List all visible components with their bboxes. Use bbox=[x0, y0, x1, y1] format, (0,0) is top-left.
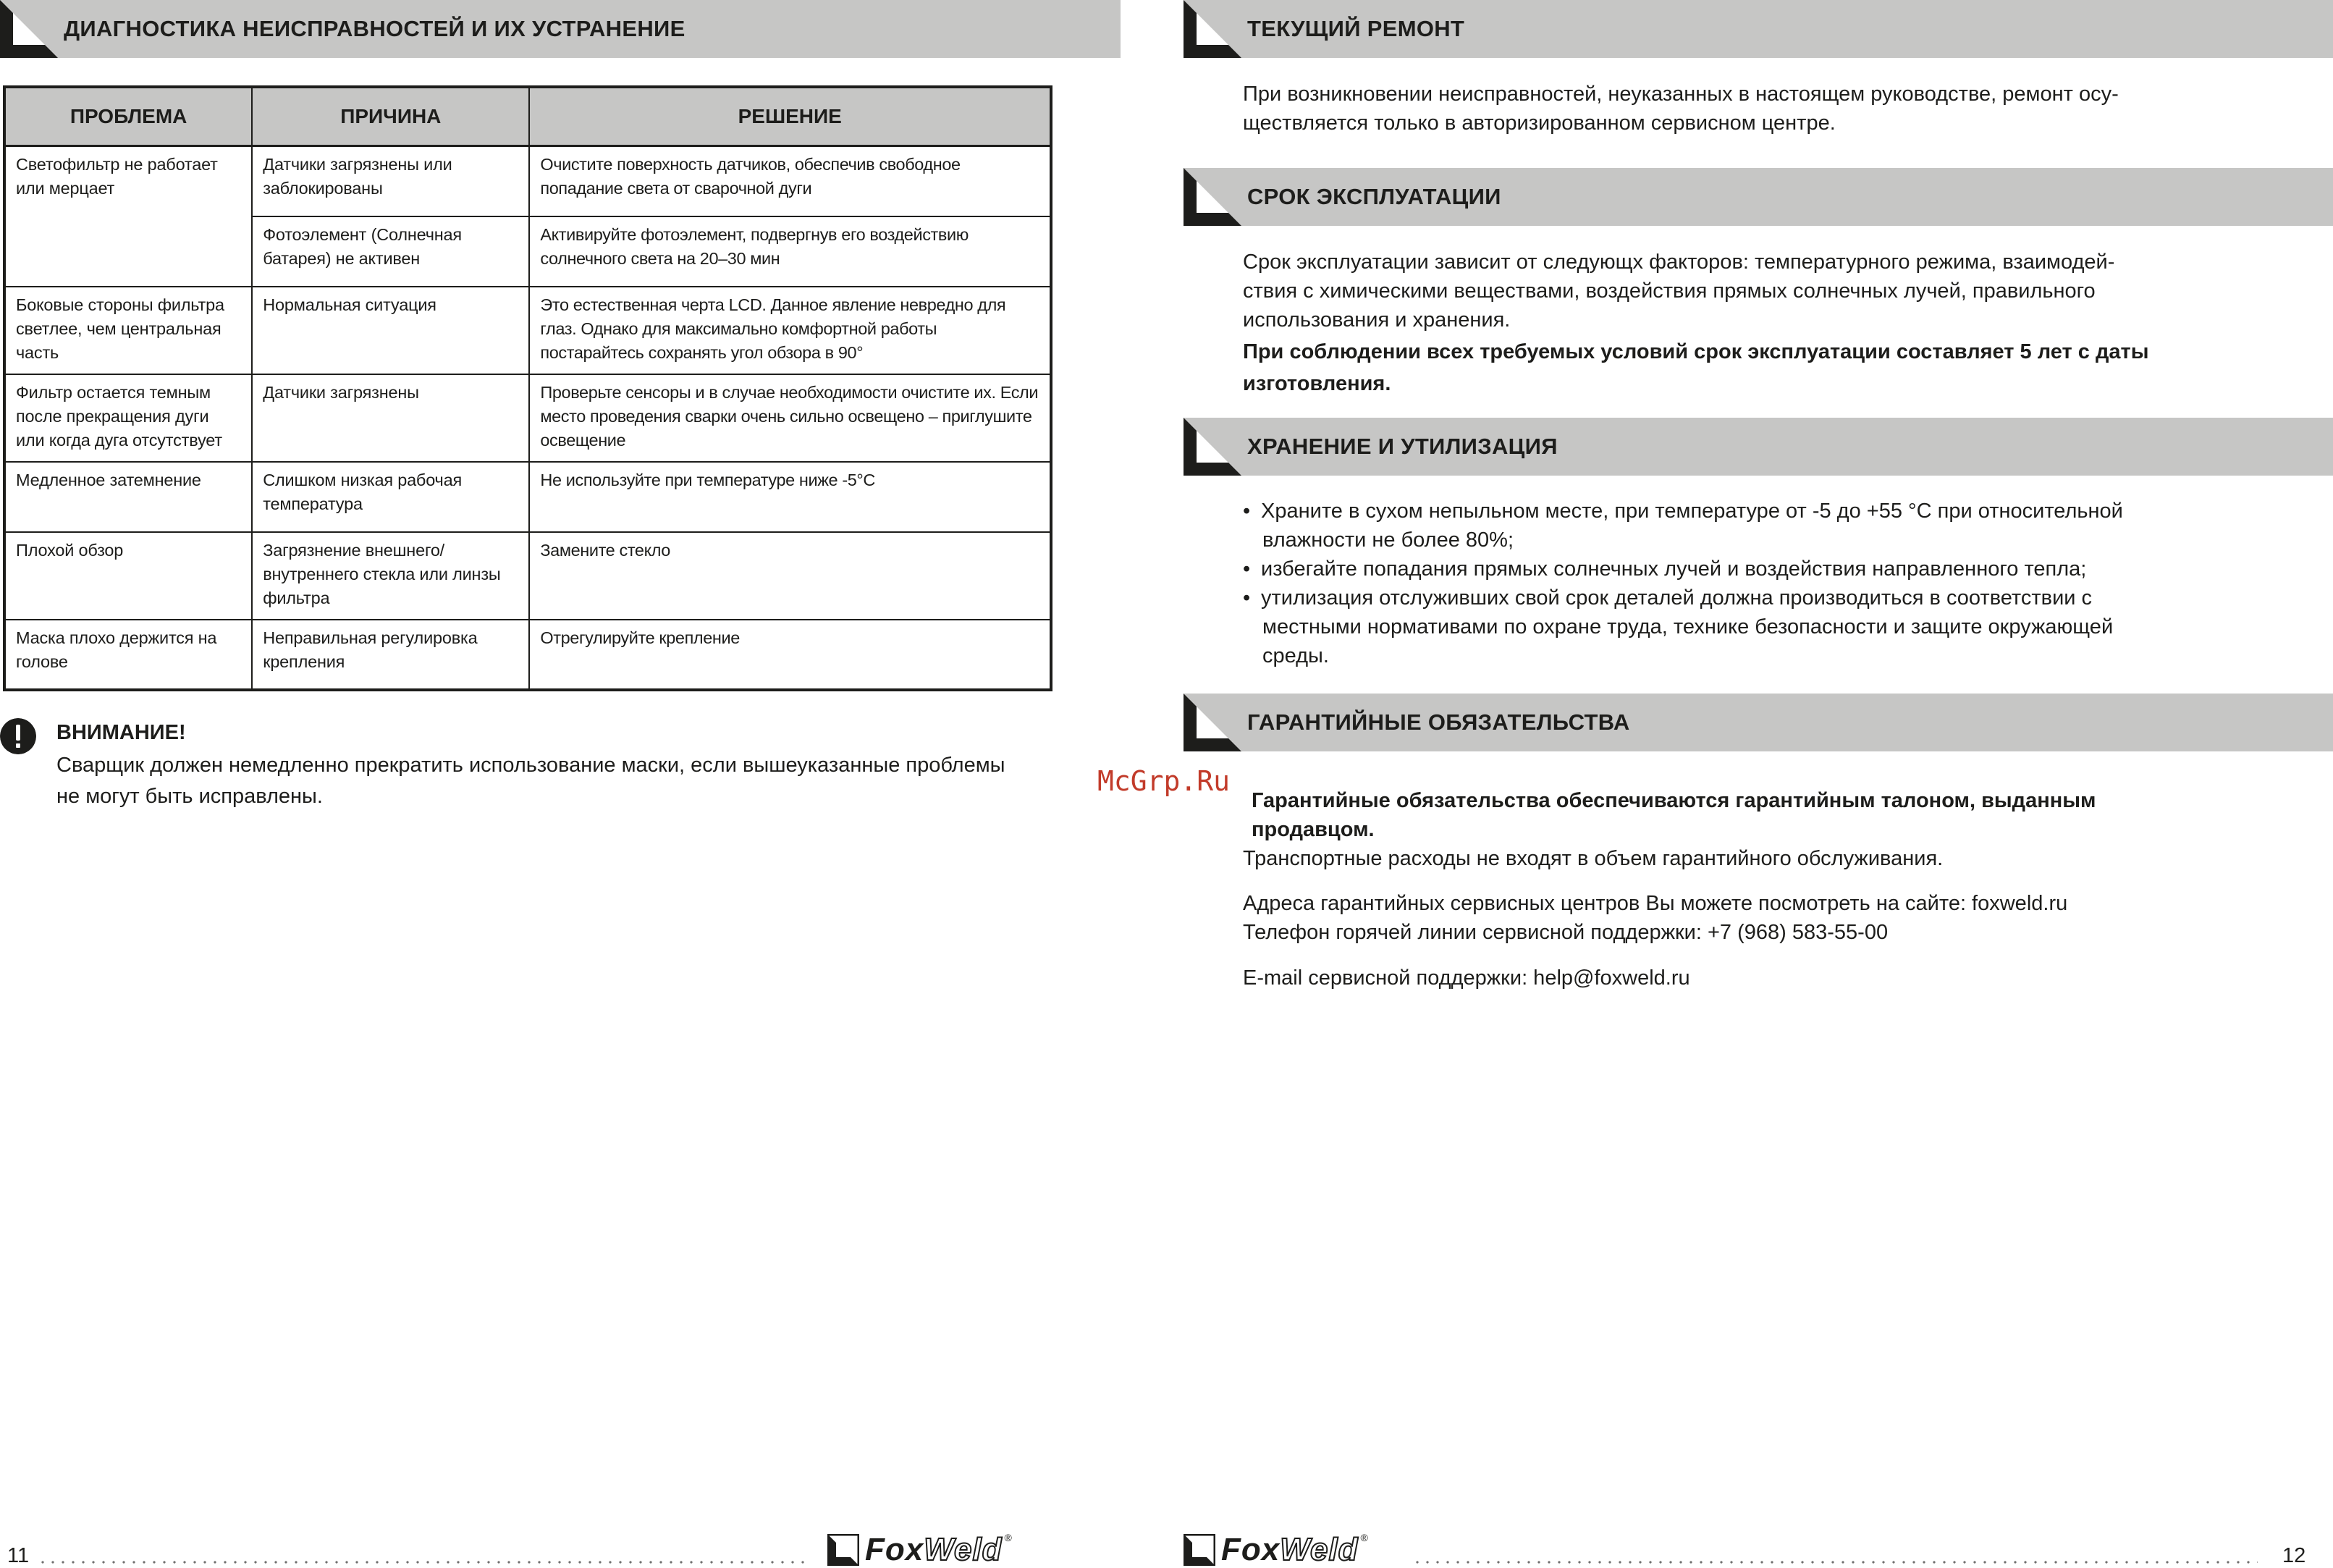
column-header-solution: РЕШЕНИЕ bbox=[529, 87, 1051, 146]
diagnostics-table bbox=[3, 85, 1052, 691]
watermark: McGrp.Ru bbox=[1097, 765, 1231, 797]
cause-cell: Слишком низкая рабочая температура bbox=[252, 462, 529, 532]
section-header-repair bbox=[1184, 0, 2333, 58]
table-row bbox=[4, 374, 1051, 462]
column-header-cause: ПРИЧИНА bbox=[252, 87, 529, 146]
warranty-email-text: E-mail сервисной поддержки: help@foxweld.ru bbox=[1243, 966, 1690, 990]
footer-dotted-line bbox=[38, 1561, 808, 1564]
section-header-storage bbox=[1184, 418, 2333, 476]
section-title: ДИАГНОСТИКА НЕИСПРАВНОСТЕЙ И ИХ УСТРАНЕНИЕ bbox=[64, 16, 685, 41]
storage-text-line: влажности не более 80%; bbox=[1262, 528, 1514, 552]
problem-cell: Плохой обзор bbox=[4, 532, 252, 620]
section-title: ТЕКУЩИЙ РЕМОНТ bbox=[1247, 16, 1465, 41]
warranty-addresses-text: Адреса гарантийных сервисных центров Вы можете посмотреть на сайте: foxweld.ru bbox=[1243, 892, 2068, 915]
exclamation-icon bbox=[0, 718, 36, 754]
problem-cell: Маска плохо держится на голове bbox=[4, 620, 252, 690]
bullet-icon: • bbox=[1243, 500, 1251, 523]
warranty-phone-text: Телефон горячей линии сервисной поддержки: +7 (968) 583-55-00 bbox=[1243, 921, 1889, 944]
cause-cell: Датчики загрязнены или заблокированы bbox=[252, 146, 529, 216]
solution-cell: Это естественная черта LCD. Данное явление невредно для глаз. Однако для максимально комфортной работы постарайтесь сохранять угол обзора в 90° bbox=[529, 287, 1051, 374]
table-header-row bbox=[4, 87, 1051, 146]
section-title: ХРАНЕНИЕ И УТИЛИЗАЦИЯ bbox=[1247, 434, 1558, 459]
solution-cell: Проверьте сенсоры и в случае необходимости очистите их. Если место проведения сварки очень сильно освещено – приглушите освещение bbox=[529, 374, 1051, 462]
storage-text-line: местными нормативами по охране труда, технике безопасности и защите окружающей bbox=[1262, 615, 2114, 638]
cause-cell: Нормальная ситуация bbox=[252, 287, 529, 374]
corner-bracket-icon bbox=[1184, 0, 1241, 58]
warning-title: ВНИМАНИЕ! bbox=[56, 721, 186, 744]
service-life-bold-line: При соблюдении всех требуемых условий срок эксплуатации составляет 5 лет с даты bbox=[1243, 340, 2149, 363]
table-row bbox=[4, 462, 1051, 532]
solution-cell: Не используйте при температуре ниже -5°С bbox=[529, 462, 1051, 532]
bullet-icon: • bbox=[1243, 586, 1251, 610]
table-row bbox=[4, 287, 1051, 374]
cause-cell: Загрязнение внешнего/внутреннего стекла или линзы фильтра bbox=[252, 532, 529, 620]
service-life-text-line: Срок эксплуатации зависит от следующх факторов: температурного режима, взаимодей- bbox=[1243, 250, 2115, 274]
warning-text: Сварщик должен немедленно прекратить использование маски, если вышеуказанные проблемы не могут быть исправлены. bbox=[56, 754, 1005, 808]
table-row bbox=[4, 532, 1051, 620]
corner-bracket-icon bbox=[1184, 168, 1241, 226]
solution-cell: Замените стекло bbox=[529, 532, 1051, 620]
registered-mark: ® bbox=[1360, 1532, 1368, 1543]
problem-cell: Светофильтр не работает или мерцает bbox=[4, 146, 252, 287]
page-number: 11 bbox=[7, 1544, 30, 1567]
section-title: ГАРАНТИЙНЫЕ ОБЯЗАТЕЛЬСТВА bbox=[1247, 709, 1630, 735]
footer-dotted-line bbox=[1412, 1561, 2258, 1564]
section-title: СРОК ЭКСПЛУАТАЦИИ bbox=[1247, 184, 1501, 209]
section-header-diagnostics bbox=[0, 0, 1121, 58]
solution-cell: Активируйте фотоэлемент, подвергнув его воздействию солнечного света на 20–30 мин bbox=[529, 216, 1051, 287]
repair-text-line: При возникновении неисправностей, неуказанных в настоящем руководстве, ремонт осу- bbox=[1243, 83, 2119, 106]
warranty-bold-line: продавцом. bbox=[1252, 818, 1375, 841]
storage-text-line: среды. bbox=[1262, 644, 1329, 667]
solution-cell: Отрегулируйте крепление bbox=[529, 620, 1051, 690]
table-row bbox=[4, 620, 1051, 690]
brand-logo bbox=[1184, 1532, 1368, 1568]
section-header-service-life bbox=[1184, 168, 2333, 226]
page-number: 12 bbox=[2282, 1544, 2306, 1567]
warranty-bold-line: Гарантийные обязательства обеспечиваются гарантийным талоном, выданным bbox=[1252, 789, 2096, 812]
corner-bracket-icon bbox=[1184, 418, 1241, 476]
service-life-text-line: использования и хранения. bbox=[1243, 308, 1511, 332]
bullet-icon: • bbox=[1243, 557, 1251, 581]
brand-name: FoxWeld bbox=[865, 1532, 1003, 1567]
cause-cell: Фотоэлемент (Солнечная батарея) не активен bbox=[252, 216, 529, 287]
problem-cell: Медленное затемнение bbox=[4, 462, 252, 532]
brand-name: FoxWeld bbox=[1221, 1532, 1359, 1567]
section-header-warranty bbox=[1184, 694, 2333, 751]
left-page bbox=[0, 0, 1166, 1568]
brand-logo bbox=[827, 1532, 1012, 1568]
repair-text-line: ществляется только в авторизированном сервисном центре. bbox=[1243, 111, 1836, 135]
foxweld-logo-icon bbox=[827, 1534, 859, 1566]
corner-bracket-icon bbox=[1184, 694, 1241, 751]
solution-cell: Очистите поверхность датчиков, обеспечив свободное попадание света от сварочной дуги bbox=[529, 146, 1051, 216]
warranty-transport-text: Транспортные расходы не входят в объем гарантийного обслуживания. bbox=[1243, 847, 1944, 870]
corner-bracket-icon bbox=[0, 0, 58, 58]
cause-cell: Неправильная регулировка крепления bbox=[252, 620, 529, 690]
problem-cell: Боковые стороны фильтра светлее, чем центральная часть bbox=[4, 287, 252, 374]
service-life-text-line: ствия с химическими веществами, воздействия прямых солнечных лучей, правильного bbox=[1243, 279, 2096, 303]
foxweld-logo-icon bbox=[1184, 1534, 1215, 1566]
column-header-problem: ПРОБЛЕМА bbox=[4, 87, 252, 146]
problem-cell: Фильтр остается темным после прекращения дуги или когда дуга отсутствует bbox=[4, 374, 252, 462]
table-row bbox=[4, 146, 1051, 216]
registered-mark: ® bbox=[1004, 1532, 1012, 1543]
right-page: ТЕКУЩИЙ РЕМОНТ При возникновении неисправностей, неуказанных в настоящем руководстве, ремонт осу- ществляется только в авторизированном сервисном центре. СРОК ЭКСПЛУАТАЦИИ Срок эксплуатации зависит от следующх факторов: температурного режима, взаимодей- ствия с химическими веществами, воздействия прямых солнечных лучей, правильного использования и хранения. При соблюдении всех требуемых условий срок эксплуатации составляет 5 лет с даты изготовления. ХРАНЕНИЕ И УТИЛИЗАЦИЯ • Храните в сухом непыльном месте, при температуре от -5 до +55 °С при относительной влажности не более 80%; • избегайте попадания прямых солнечных лучей и воздействия направленного тепла; • утилизация отслуживших свой срок деталей должна производиться в соответствии с местными нормативами по охране труда, технике безопасности и защите окружающей среды. ГАРАНТИЙНЫЕ ОБЯЗАТЕЛЬСТВА Гарантийные обязательства обеспечиваются гарантийным талоном, выданным продавцом. Транспортные расходы не входят в объем гарантийного обслуживания. Адреса гарантийных сервисных центров Вы можете посмотреть на сайте: foxweld.ru Телефон горячей линии сервисной поддержки: +7 (968) 583-55-00 E-mail сервисной поддержки: help@foxweld.ru FoxWeld ® 12 bbox=[1166, 0, 2333, 1568]
service-life-bold-line: изготовления. bbox=[1243, 372, 1391, 395]
cause-cell: Датчики загрязнены bbox=[252, 374, 529, 462]
